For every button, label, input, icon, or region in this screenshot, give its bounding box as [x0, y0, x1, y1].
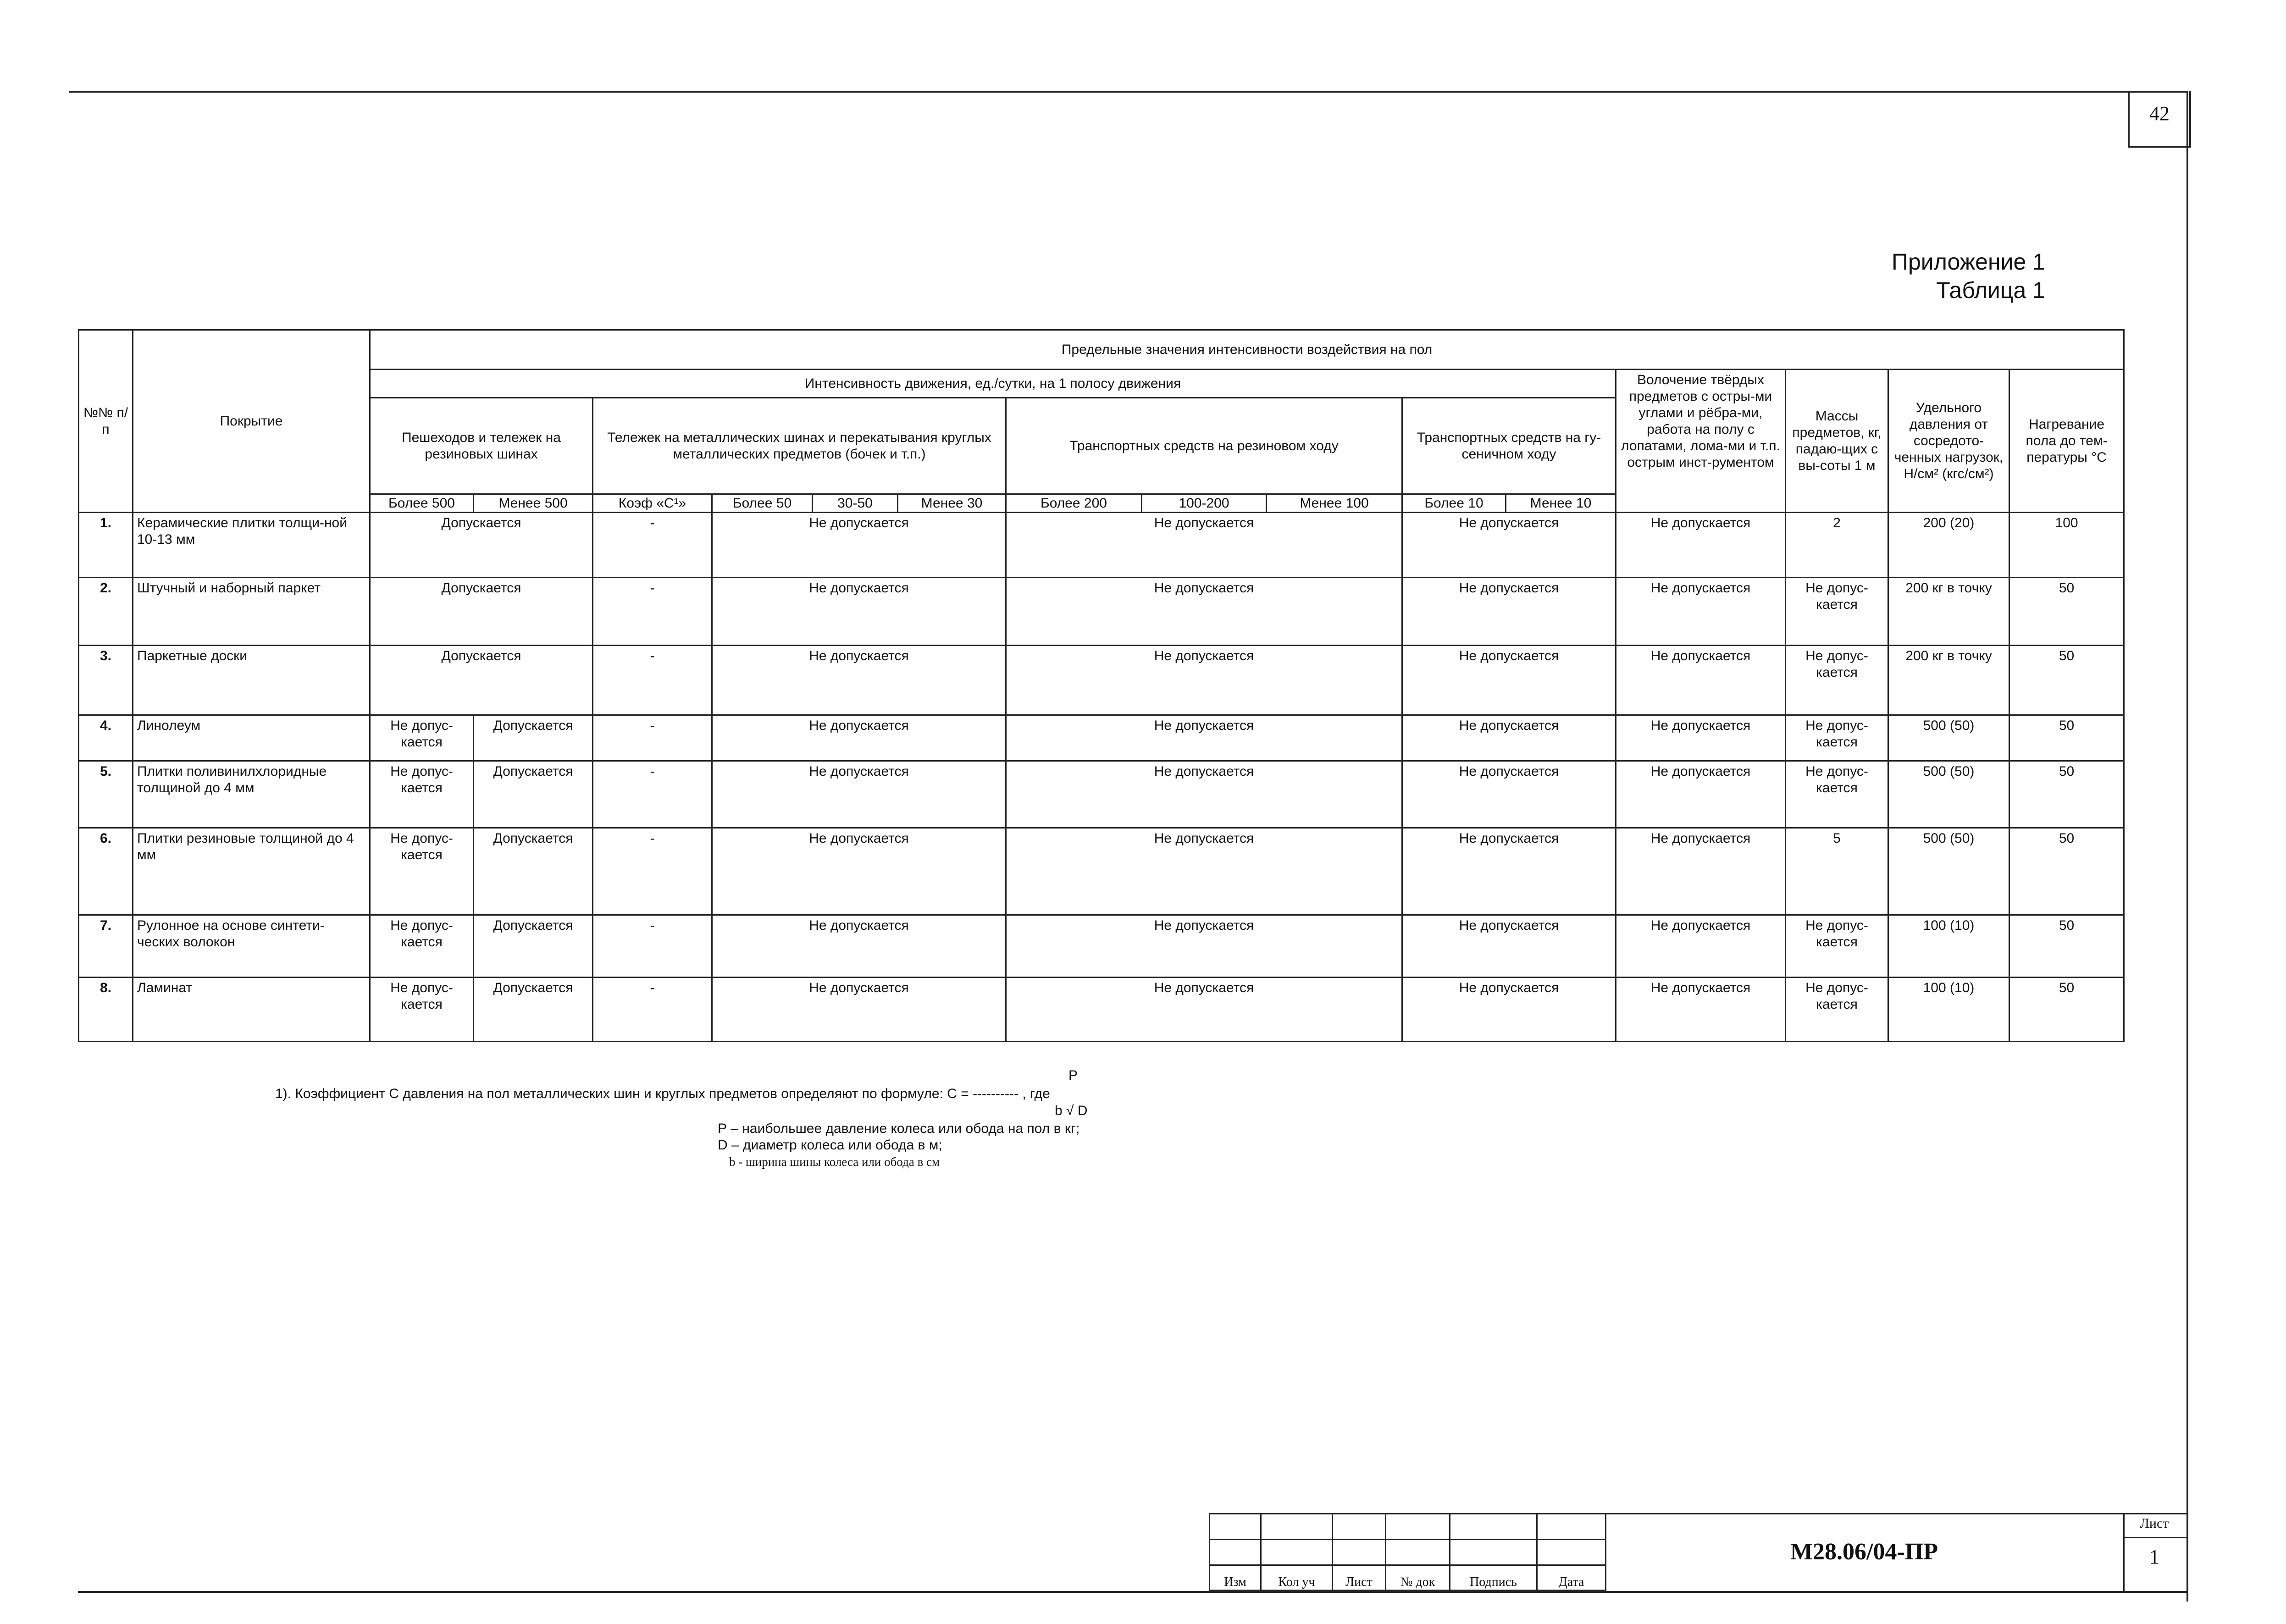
- sub-rub-less: Менее 100: [1267, 494, 1402, 513]
- row-cover: Плитки резиновые толщиной до 4 мм: [133, 828, 370, 915]
- row-ped-less: Допускается: [474, 761, 593, 828]
- row-drag: Не допускается: [1616, 828, 1786, 915]
- row-rubber: Не допускается: [1006, 761, 1402, 828]
- row-num: 6.: [79, 828, 133, 915]
- footnote-p-def: Р – наибольшее давление колеса или обода на пол в кг;: [718, 1121, 1080, 1136]
- revision-grid: [1209, 1513, 1606, 1591]
- row-ped-more: Не допус-кается: [370, 828, 474, 915]
- stamp-ndok: № док: [1386, 1565, 1450, 1591]
- stamp-kol: Кол уч: [1261, 1565, 1333, 1591]
- row-pressure: 500 (50): [1888, 828, 2009, 915]
- row-mass: 2: [1786, 513, 1888, 578]
- row-tracks: Не допускается: [1402, 715, 1616, 761]
- intensity-header: Интенсивность движения, ед./сутки, на 1 полосу движения: [370, 370, 1616, 398]
- row-rubber: Не допускается: [1006, 646, 1402, 715]
- row-heat: 50: [2009, 761, 2124, 828]
- row-mass: Не допус-кается: [1786, 915, 1888, 978]
- stamp-data: Дата: [1537, 1565, 1606, 1591]
- row-coef: -: [593, 915, 712, 978]
- group-rubber: Транспортных средств на резиновом ходу: [1006, 398, 1402, 494]
- row-rubber: Не допускается: [1006, 978, 1402, 1042]
- row-coef: -: [593, 715, 712, 761]
- sub-coef: Коэф «С¹»: [593, 494, 712, 513]
- row-rubber: Не допускается: [1006, 828, 1402, 915]
- frame-right-line: [2186, 91, 2188, 1602]
- table-row: [79, 828, 2124, 915]
- sub-rub-mid: 100-200: [1142, 494, 1267, 513]
- row-pedestrians: Допускается: [370, 646, 593, 715]
- row-ped-more: Не допус-кается: [370, 715, 474, 761]
- row-pressure: 500 (50): [1888, 715, 2009, 761]
- sub-rub-more: Более 200: [1006, 494, 1142, 513]
- stamp-list: Лист: [1333, 1565, 1386, 1591]
- sub-trk-less: Менее 10: [1506, 494, 1616, 513]
- row-ped-less: Допускается: [474, 715, 593, 761]
- row-drag: Не допускается: [1616, 578, 1786, 646]
- row-heat: 50: [2009, 915, 2124, 978]
- document-code: М28.06/04-ПР: [1790, 1539, 1938, 1565]
- row-rubber: Не допускается: [1006, 513, 1402, 578]
- row-coef: -: [593, 646, 712, 715]
- top-header: Предельные значения интенсивности воздействия на пол: [370, 330, 2124, 370]
- row-coef: -: [593, 578, 712, 646]
- row-drag: Не допускается: [1616, 978, 1786, 1042]
- frame-bottom-line: [78, 1591, 2187, 1593]
- sheet-number: 1: [2149, 1546, 2159, 1568]
- group-tracks: Транспортных средств на гу-сеничном ходу: [1402, 398, 1616, 494]
- row-rubber: Не допускается: [1006, 715, 1402, 761]
- row-cover: Рулонное на основе синтети-ческих волокон: [133, 915, 370, 978]
- row-coef: -: [593, 978, 712, 1042]
- row-heat: 50: [2009, 978, 2124, 1042]
- row-num: 2.: [79, 578, 133, 646]
- row-pedestrians: Допускается: [370, 513, 593, 578]
- col-header-num: №№ п/п: [79, 330, 133, 513]
- col-header-drag: Волочение твёрдых предметов с остры-ми углами и рёбра-ми, работа на полу с лопатами, лома-ми и т.п. острым инст-рументом: [1616, 370, 1786, 513]
- col-header-cover: Покрытие: [133, 330, 370, 513]
- table-row: [79, 761, 2124, 828]
- sub-metal-mid: 30-50: [813, 494, 898, 513]
- row-coef: -: [593, 761, 712, 828]
- row-mass: Не допус-кается: [1786, 578, 1888, 646]
- row-num: 8.: [79, 978, 133, 1042]
- row-coef: -: [593, 513, 712, 578]
- row-drag: Не допускается: [1616, 646, 1786, 715]
- row-heat: 50: [2009, 578, 2124, 646]
- row-mass: Не допус-кается: [1786, 978, 1888, 1042]
- row-heat: 100: [2009, 513, 2124, 578]
- row-rubber: Не допускается: [1006, 578, 1402, 646]
- sheet-box: [2123, 1513, 2188, 1591]
- table-row: [79, 513, 2124, 578]
- row-tracks: Не допускается: [1402, 646, 1616, 715]
- row-ped-less: Допускается: [474, 978, 593, 1042]
- row-heat: 50: [2009, 828, 2124, 915]
- formula-denominator: b √ D: [1055, 1103, 1088, 1118]
- row-drag: Не допускается: [1616, 915, 1786, 978]
- frame-top-line: [69, 91, 2187, 93]
- table-row: [79, 915, 2124, 978]
- footnote-d-def: D – диаметр колеса или обода в м;: [718, 1138, 942, 1153]
- row-metal: Не допускается: [712, 915, 1006, 978]
- row-heat: 50: [2009, 715, 2124, 761]
- col-header-mass: Массы предметов, кг, падаю-щих с вы-соты 1 м: [1786, 370, 1888, 513]
- row-mass: Не допус-кается: [1786, 715, 1888, 761]
- row-tracks: Не допускается: [1402, 978, 1616, 1042]
- table-row: [79, 715, 2124, 761]
- row-metal: Не допускается: [712, 578, 1006, 646]
- row-pressure: 100 (10): [1888, 978, 2009, 1042]
- group-pedestrians: Пешеходов и тележек на резиновых шинах: [370, 398, 593, 494]
- footnote-text: 1). Коэффициент С давления на пол металлических шин и круглых предметов определяют по формуле: С = ---------- , где: [275, 1086, 1050, 1101]
- row-heat: 50: [2009, 646, 2124, 715]
- row-ped-more: Не допус-кается: [370, 978, 474, 1042]
- row-num: 4.: [79, 715, 133, 761]
- row-tracks: Не допускается: [1402, 761, 1616, 828]
- row-ped-less: Допускается: [474, 828, 593, 915]
- col-header-heat: Нагревание пола до тем-пературы °C: [2009, 370, 2124, 513]
- row-metal: Не допускается: [712, 978, 1006, 1042]
- row-ped-more: Не допус-кается: [370, 915, 474, 978]
- formula-numerator: P: [1068, 1068, 1078, 1083]
- row-mass: 5: [1786, 828, 1888, 915]
- row-metal: Не допускается: [712, 715, 1006, 761]
- row-num: 5.: [79, 761, 133, 828]
- footnote-b-def: b - ширина шины колеса или обода в см: [729, 1155, 940, 1169]
- row-tracks: Не допускается: [1402, 828, 1616, 915]
- row-drag: Не допускается: [1616, 715, 1786, 761]
- row-pedestrians: Допускается: [370, 578, 593, 646]
- row-cover: Паркетные доски: [133, 646, 370, 715]
- row-coef: -: [593, 828, 712, 915]
- row-pressure: 500 (50): [1888, 761, 2009, 828]
- row-drag: Не допускается: [1616, 761, 1786, 828]
- row-tracks: Не допускается: [1402, 578, 1616, 646]
- row-num: 3.: [79, 646, 133, 715]
- row-drag: Не допускается: [1616, 513, 1786, 578]
- row-metal: Не допускается: [712, 646, 1006, 715]
- row-cover: Ламинат: [133, 978, 370, 1042]
- limits-table: [78, 329, 2125, 1042]
- sub-metal-more: Более 50: [712, 494, 813, 513]
- row-pressure: 100 (10): [1888, 915, 2009, 978]
- sheet-label: Лист: [2140, 1516, 2169, 1531]
- row-pressure: 200 кг в точку: [1888, 578, 2009, 646]
- appendix-heading: [1788, 248, 2045, 304]
- sheet-divider: [2125, 1537, 2188, 1538]
- row-ped-more: Не допус-кается: [370, 761, 474, 828]
- row-metal: Не допускается: [712, 828, 1006, 915]
- sub-ped-more: Более 500: [370, 494, 474, 513]
- row-rubber: Не допускается: [1006, 915, 1402, 978]
- stamp-izm: Изм: [1210, 1565, 1261, 1591]
- sub-metal-less: Менее 30: [898, 494, 1006, 513]
- row-metal: Не допускается: [712, 761, 1006, 828]
- row-cover: Керамические плитки толщи-ной 10-13 мм: [133, 513, 370, 578]
- row-cover: Линолеум: [133, 715, 370, 761]
- row-pressure: 200 кг в точку: [1888, 646, 2009, 715]
- table-title: Таблица 1: [1936, 277, 2045, 303]
- col-header-pressure: Удельного давления от сосредото-ченных нагрузок, Н/см² (кгс/см²): [1888, 370, 2009, 513]
- row-mass: Не допус-кается: [1786, 646, 1888, 715]
- row-cover: Плитки поливинилхлоридные толщиной до 4 мм: [133, 761, 370, 828]
- row-cover: Штучный и наборный паркет: [133, 578, 370, 646]
- sub-ped-less: Менее 500: [474, 494, 593, 513]
- stamp-podp: Подпись: [1450, 1565, 1537, 1591]
- table-row: [79, 978, 2124, 1042]
- row-num: 7.: [79, 915, 133, 978]
- row-tracks: Не допускается: [1402, 513, 1616, 578]
- row-tracks: Не допускается: [1402, 915, 1616, 978]
- row-metal: Не допускается: [712, 513, 1006, 578]
- appendix-title: Приложение 1: [1892, 249, 2045, 275]
- row-ped-less: Допускается: [474, 915, 593, 978]
- table-row: [79, 646, 2124, 715]
- page-number: 42: [2128, 91, 2191, 148]
- table-row: [79, 578, 2124, 646]
- group-metal: Тележек на металлических шинах и перекатывания круглых металлических предметов (бочек и т.п.): [593, 398, 1006, 494]
- row-num: 1.: [79, 513, 133, 578]
- sub-trk-more: Более 10: [1402, 494, 1506, 513]
- row-mass: Не допус-кается: [1786, 761, 1888, 828]
- row-pressure: 200 (20): [1888, 513, 2009, 578]
